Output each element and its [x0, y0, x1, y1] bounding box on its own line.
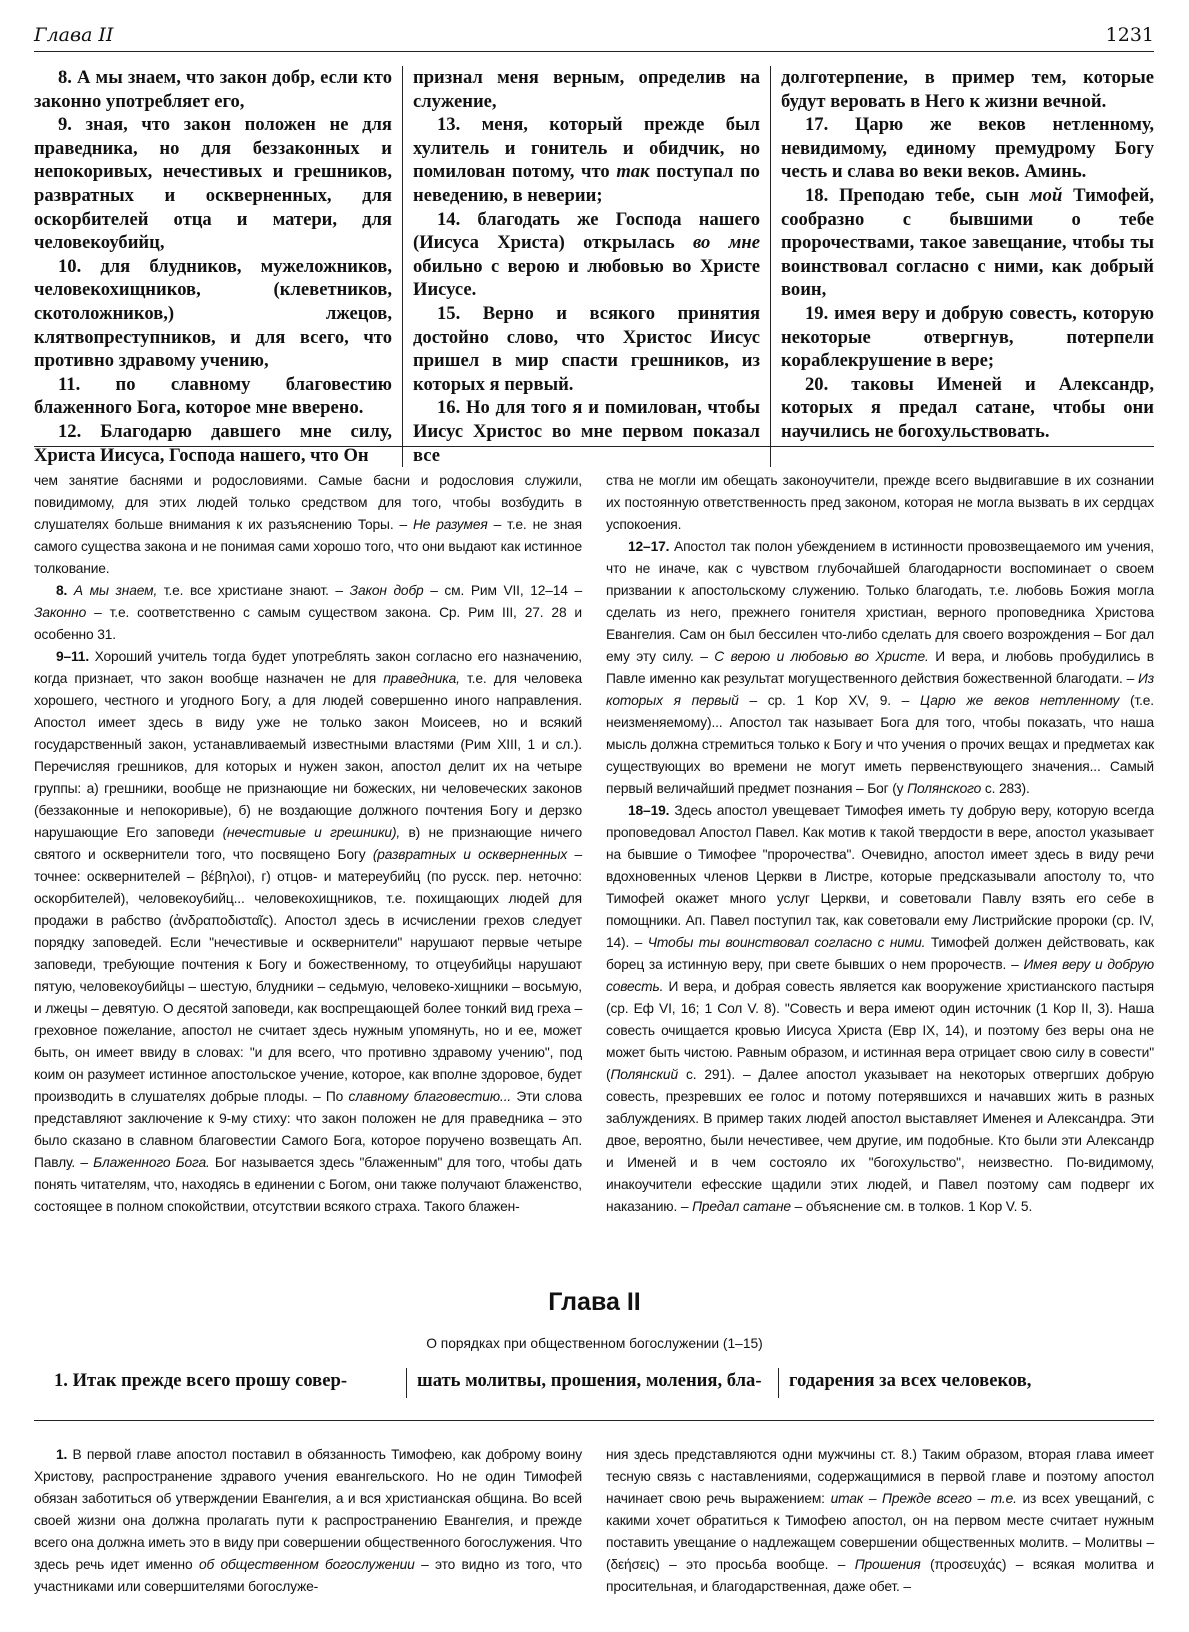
commentary-column-2 — [606, 470, 1154, 1258]
page-number: 1231 — [1105, 24, 1154, 46]
verse-14: 14. благодать же Господа нашего (Иисуса Христа) открылась во мне обильно с верою и любовью во Христе Иисусе. — [413, 208, 760, 301]
verse-18: 18. Преподаю тебе, сын мой Тимофей, сообразно с бывшими о тебе пророчествами, такое завещание, чтобы ты воинствовал согласно с ними, как добрый воин, — [781, 184, 1155, 301]
commentary-verses-12-17: 12–17. Апостол так полон убеждением в истинности провозвещаемого им учения, что не иначе, как с чувством глубочайшей благодарности воспоминает о своем призвании к апостольскому служению. Только благодать, т.е. любовь Божия могла сделать из него, прежнего гонителя христиан, верного проповедника Христова Евангелия. Сам он был бессилен что-либо сделать для своего возрождения – Бог дал ему эту силу. – С верою и любовью во Христе. И вера, и любовь пробудились в Павле именно как результат могущественного действия божественной благодати. – Из которых я первый – ср. 1 Кор XV, 9. – Царю же веков нетленному (т.е. неизменяемому)... Апостол так называет Бога для того, чтобы показать, что наша мысль должна стремиться только к Богу и что учения о прочих вещах и предметах как существующих во времени не могут иметь первенствующего значения... Самый первый величайший предмет познания – Бог (у Полянского с. 283). — [606, 539, 1154, 796]
chapter-subtitle: О порядках при общественном богослужении (1–15) — [426, 1336, 763, 1351]
commentary-verses-9-11: 9–11. Хороший учитель тогда будет употреблять закон согласно его назначению, когда признает, что закон вообще назначен не для праведника, т.е. для человека хорошего, честного и угодного Богу, а для людей совершенно иного направления. Апостол имеет здесь в виду уже не только закон Моисеев, но и всякий государственный закон, устанавливаемый известными властями (Рим XIII, 1 и сл.). Перечисляя грешников, для которых и нужен закон, апостол делит их на четыре группы: а) грешники, вообще не признающие ни божеских, ни человеческих законов (беззаконные и непокоривые), б) не воздающие должного почтения Богу и дерзко нарушающие Его заповеди (нечестивые и грешники), в) не признающие ничего святого и осквернители того, что посвящено Богу (развратных и оскверненных – точнее: осквернителей – βέβηλοι), г) отцов- и матереубийц (по русск. пер. неточно: оскорбителей), человекоубийц... человекохищников, т.е. похищающих людей для продажи в рабство (ἀνδραποδισταῖς). Апостол здесь в исчислении грехов следует порядку заповедей. Если "нечестивые и осквернители" нарушают первые четыре заповеди, требующие почтения к Богу и божественному, то отцеубийцы нарушают пятую, человекоубийцы – шестую, блудники – седьмую, человеко-хищники – восьмую, и лжецы – девятую. О десятой заповеди, как воспрещающей более тонкий вид греха – греховное пожелание, апостол не считает здесь нужным упомянуть, но и ее, может быть, он имеет ввиду в словах: "и для всего, что противно здравому учению", под коим он разумеет истинное апостольское учение, которое, как вполне здоровое, будет производить в слушателях добрые плоды. – По славному благовестию... Эти слова представляют заключение к 9-му стиху: что закон положен не для праведника – это было сказано в славном благовестии Самого Бога, которое поручено возвещать Ап. Павлу. – Блаженного Бога. Бог называется здесь "блаженным" для того, чтобы дать понять читателям, что, находясь в единении с Богом, они также получают блаженство, состоящее в полном спокойствии, отсутствии всякого страха. Такого блажен- — [34, 649, 583, 1214]
commentary2-verse-1: 1. В первой главе апостол поставил в обязанность Тимофею, как доброму воину Христову, распространение здравого учения евангельского. Но не один Тимофей обязан заботиться об утверждении Евангелия, а и вся христианская община. Во всей своей жизни она должна пролагать пути к распространению Евангелия, и прежде всего она должна иметь это в виду при совершении общественного богослужения. Что здесь речь идет именно об общественном богослужении – это видно из того, что участниками или совершителями богослуже- — [34, 1447, 583, 1594]
verse-17: 17. Царю же веков нетленному, невидимому, единому премудрому Богу честь и слава во веки веков. Аминь. — [781, 114, 1154, 183]
commentary-verses-18-19: 18–19. Здесь апостол увещевает Тимофея иметь ту добрую веру, которую всегда проповедовал Апостол Павел. Как мотив к такой твердости в вере, апостол указывает на бывшие о Тимофее "пророчества". Очевидно, апостол имеет здесь в виду речи вдохновенных членов Церкви в Листре, которые предсказывали апостолу то, что Тимофей окажет много услуг Церкви, и советовали Павлу взять его себе в помощники. Ап. Павел поступил так, как советовали ему Листрийские пророки (ср. IV, 14). – Чтобы ты воинствовал согласно с ними. Тимофей должен действовать, как борец за истинную веру, при свете бывших о нем пророчеств. – Имея веру и добрую совесть. И вера, и добрая совесть является как вооружение христианского пастыря (ср. Еф VI, 16; 1 Сол V. 8). "Совесть и вера имеют один источник (1 Кор II, 3). Наша совесть очищается кровью Иисуса Христа (Евр IX, 14), и поэтому без веры она не может быть чистою. Равным образом, и истинная вера отрицает свою силу в совести" (Полянский с. 291). – Далее апостол указывает на некоторых отвергших добрую совесть, презревших ее голос и потому потерявшихся и начавших жить в разных заблуждениях. В пример таких людей апостол выставляет Именея и Александра. Эти двое, вероятно, были нечестивее, чем другие, им подобные. Кто были эти Александр и Именей и в чем состояло их "богохульство", неизвестно. По-видимому, инакоучители ефесские щадили этих людей, и Павел поэтому сам подверг их наказанию. – Предал сатане – объяснение см. в толков. 1 Кор V. 5. — [606, 803, 1155, 1214]
commentary2-column-1 — [34, 1444, 582, 1624]
verse-16-continued: долготерпение, в пример тем, которые будут веровать в Него к жизни вечной. — [781, 67, 1154, 112]
verse-13: 13. меня, который прежде был хулитель и гонитель и обидчик, но помилован потому, что так поступал по неведению, в неверии; — [413, 114, 760, 206]
commentary-paragraph: ства не могли им обещать законоучители, прежде всего выдвигавшие в их сознании их постоянную ответственность пред законом, которая не могла вызвать в их сердцах успокоения. — [606, 473, 1154, 532]
running-chapter-title: Глава II — [34, 24, 114, 46]
commentary2-column-2 — [606, 1444, 1154, 1624]
verse-1-part-1: 1. Итак прежде всего прошу совер- — [54, 1370, 348, 1391]
verse-15: 15. Верно и всякого принятия достойно слово, что Христос Иисус пришел в мир спасти грешников, из которых я первый. — [413, 302, 760, 395]
bible-column-1 — [34, 66, 402, 467]
commentary-verse-8: 8. А мы знаем, т.е. все христиане знают. – Закон добр – см. Рим VII, 12–14 – Законно – т.е. соответственно с самым существом закона. Ср. Рим III, 27. 28 и особенно 31. — [34, 583, 582, 642]
chapter-title: Глава II — [548, 1288, 641, 1316]
verse-12-continued: признал меня верным, определив на служение, — [413, 67, 760, 112]
running-header — [34, 22, 1154, 52]
verse-1-part-3: годарения за всех человеков, — [778, 1368, 1154, 1398]
verse-20: 20. таковы Именей и Александр, которых я предал сатане, чтобы они научились не богохульствовать. — [781, 373, 1154, 442]
chapter-2-verse-1 — [34, 1368, 1154, 1398]
commentary-block — [34, 470, 1154, 1258]
bible-column-2 — [402, 66, 770, 467]
commentary-block-chapter-2 — [34, 1444, 1154, 1624]
section-divider — [34, 446, 1154, 447]
verse-19: 19. имея веру и добрую совесть, которую некоторые отвергнув, потерпели кораблекрушение в вере; — [781, 302, 1154, 372]
commentary2-paragraph: ния здесь представляются одни мужчины ст. 8.) Таким образом, вторая глава имеет тесную связь с наставлениями, содержащимися в первой главе и поэтому апостол начинает свою речь выражением: итак – Прежде всего – т.е. из всех увещаний, с какими хочет обратиться к Тимофею апостол, он на первом месте считает нужным поставить увещание о надлежащем совершении общественных молитв. – Молитвы – (δεήσεις) – это просьба вообще. – Прошения (προσευχάς) – всякая молитва и просительная, и благодарственная, даже обет. – — [606, 1447, 1155, 1594]
section-divider — [34, 1420, 1154, 1421]
verse-9: 9. зная, что закон положен не для праведника, но для беззаконных и непокоривых, нечестивых и грешников, развратных и оскверненных, для оскорбителей отца и матери, для человекоубийц, — [34, 114, 392, 254]
verse-16: 16. Но для того я и помилован, чтобы Иисус Христос во мне первом показал все — [413, 397, 760, 466]
verse-12: 12. Благодарю давшего мне силу, Христа Иисуса, Господа нашего, что Он — [34, 420, 392, 466]
verse-8: 8. А мы знаем, что закон добр, если кто законно употребляет его, — [34, 67, 392, 112]
commentary-column-1 — [34, 470, 582, 1258]
bible-column-3 — [770, 66, 1154, 467]
commentary-paragraph: чем занятие баснями и родословиями. Самые басни и родословия служили, повидимому, для этих людей только средством для того, чтобы возбудить в слушателях больше внимания к их разъяснению Торы. – Не разумея – т.е. не зная самого существа закона и не понимая сами хорошо того, что они выдают как истинное толкование. — [34, 473, 583, 576]
verse-1-part-2: шать молитвы, прошения, моления, бла- — [406, 1368, 778, 1398]
verse-11: 11. по славному благовестию блаженного Бога, которое мне вверено. — [34, 373, 392, 419]
verse-10: 10. для блудников, мужеложников, человекохищников, (клеветников, скотоложников,) лжецов, клятвопреступников, и для всего, что противно здравому учению, — [34, 255, 392, 372]
bible-text-block — [34, 66, 1155, 466]
